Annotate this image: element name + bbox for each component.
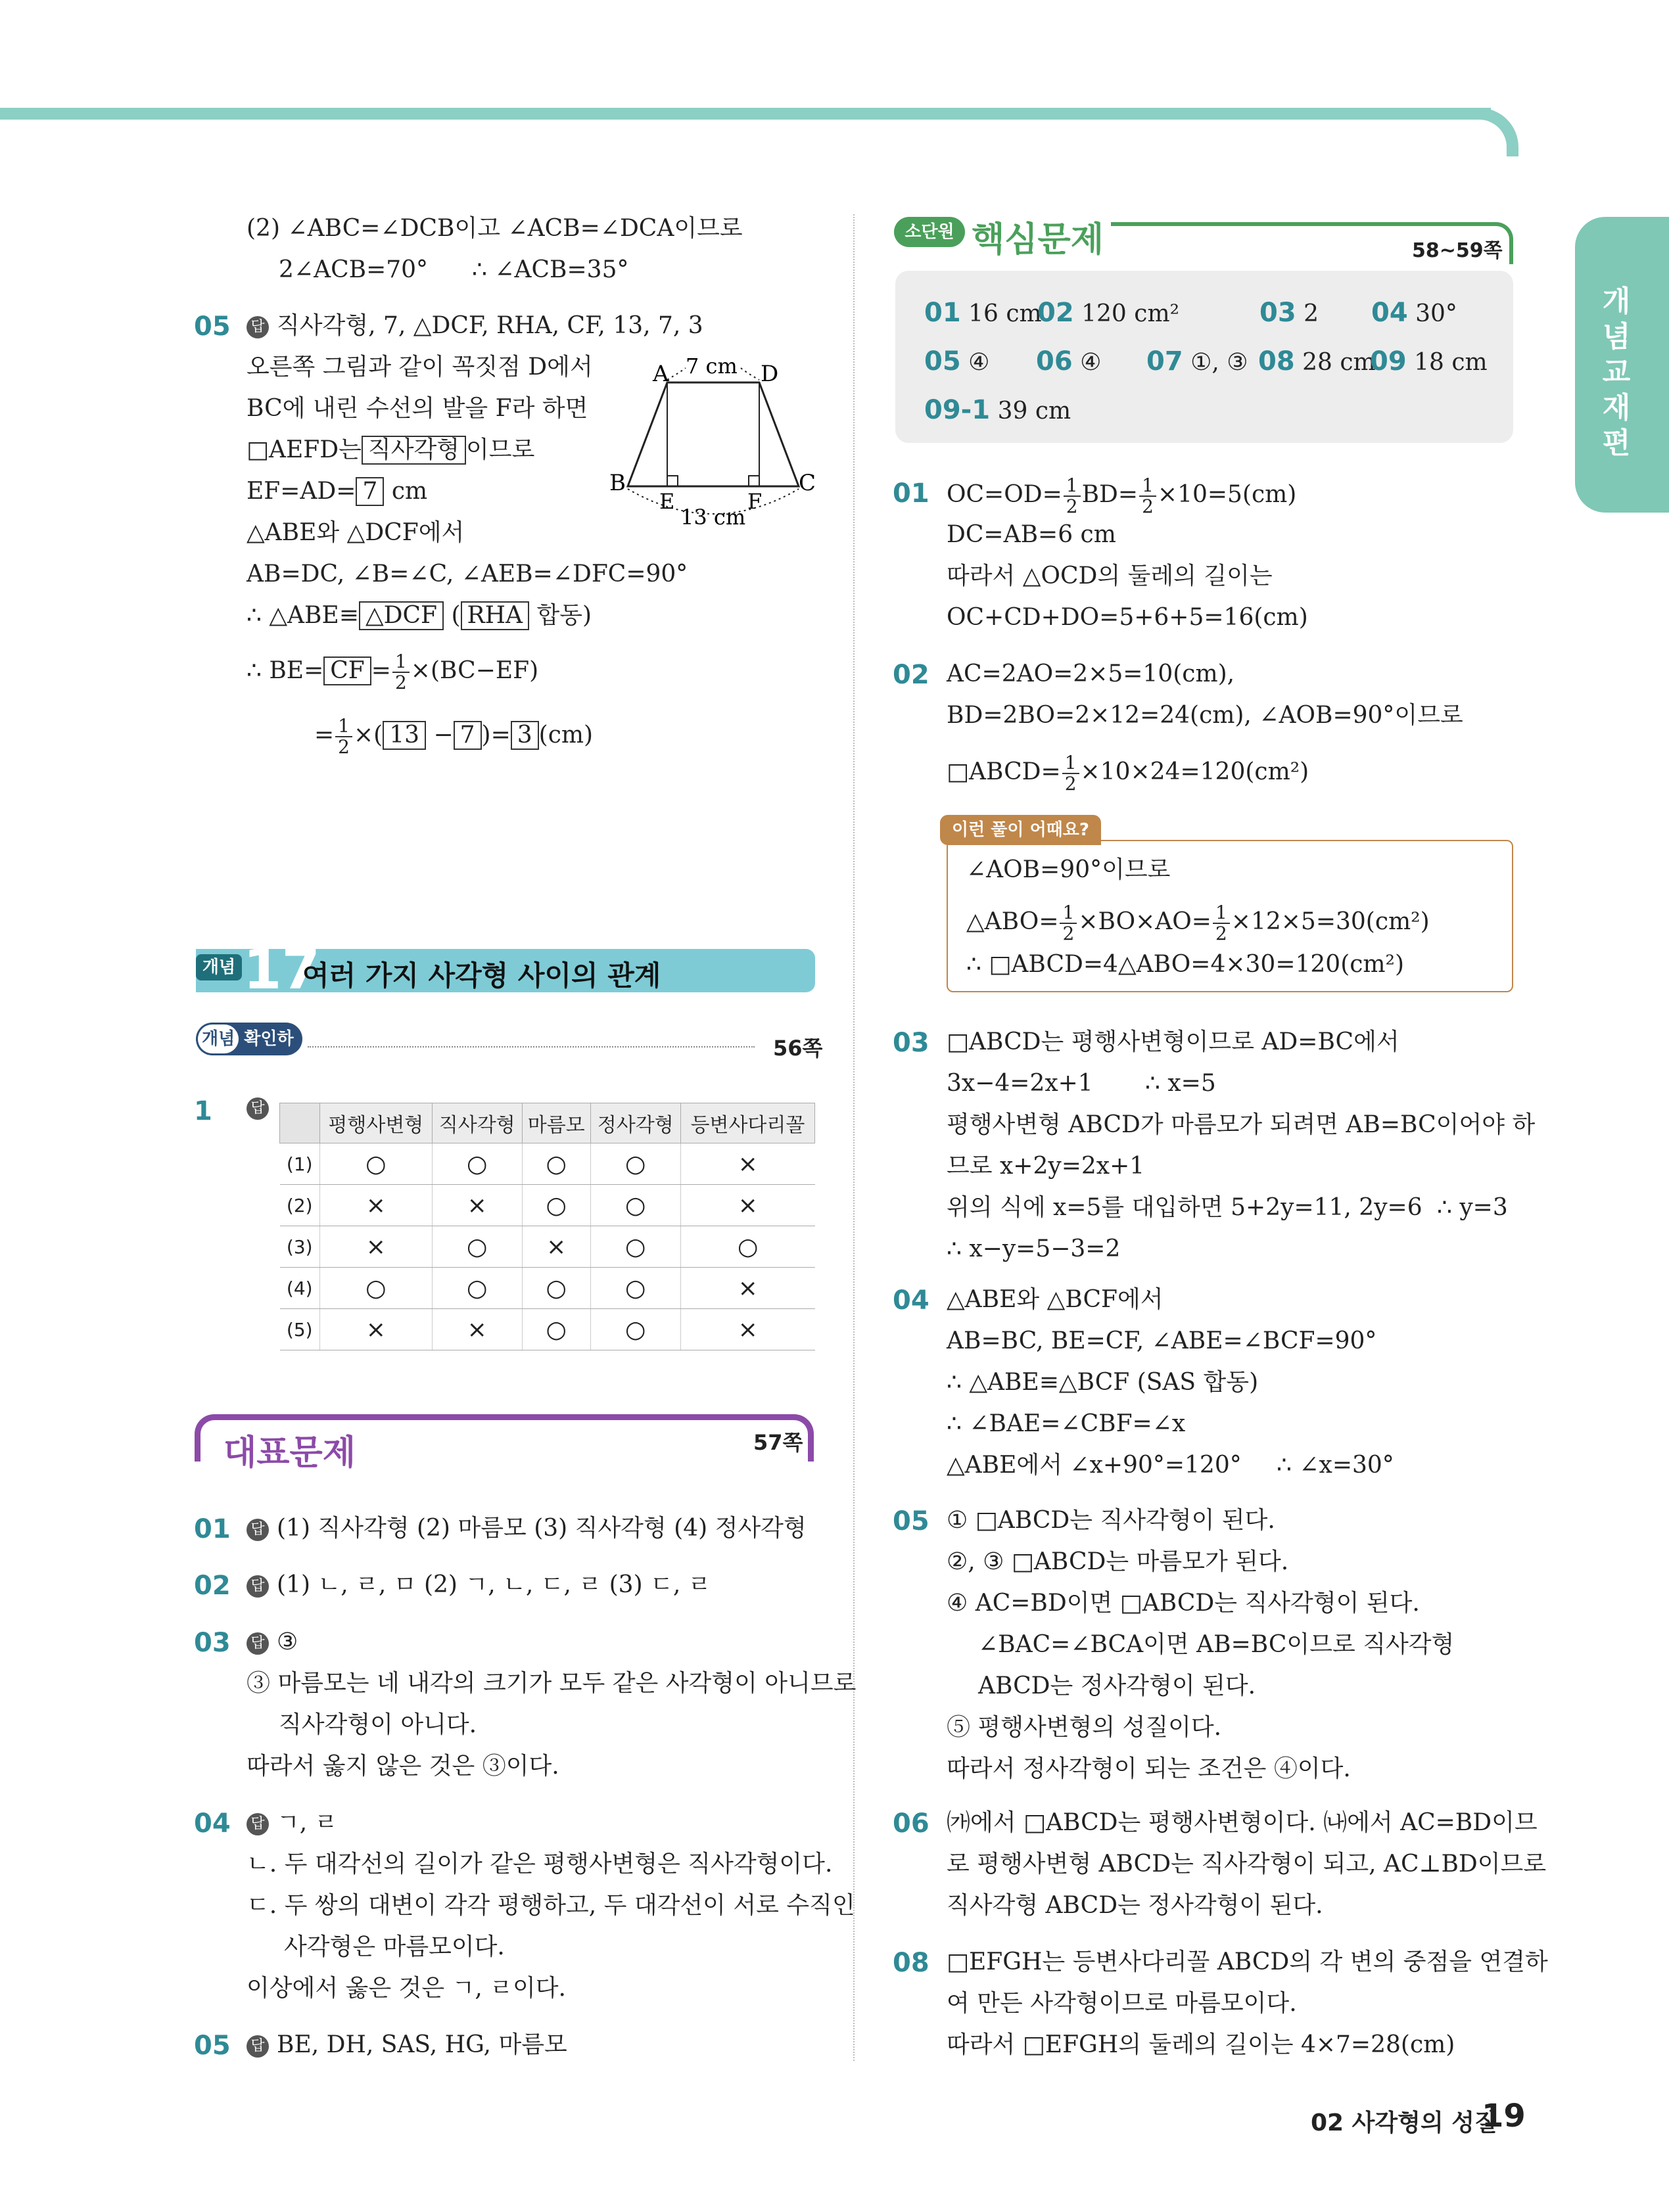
q05a-answer: 직사각형, 7, △DCF, RHA, CF, 13, 7, 3 (277, 312, 703, 339)
answer-mark: 답 (247, 1097, 269, 1120)
r03-number: 03 (194, 1628, 231, 1658)
r04-line-1: ㄴ. 두 대각선의 길이가 같은 평행사변형은 직사각형이다. (247, 1851, 833, 1878)
row-label: (2) (280, 1185, 320, 1226)
table-cell: × (320, 1226, 433, 1268)
tip-text-abo: △ABO= (966, 908, 1059, 935)
r03-answer: ③ (277, 1628, 298, 1655)
equals: = (314, 722, 335, 749)
table-cell: ○ (590, 1185, 680, 1226)
answer-item (924, 396, 1071, 426)
label-13cm: 13 cm (680, 505, 746, 530)
answer-value: 18 cm (1414, 349, 1488, 376)
answer-value: 28 cm (1302, 349, 1376, 376)
answer-num: 01 (924, 298, 961, 328)
left-top-line-1: (2) ∠ABC=∠DCB이고 ∠ACB=∠DCA이므로 (247, 215, 743, 242)
table-cell: ○ (432, 1143, 522, 1185)
r03-line-1: ③ 마름모는 네 내각의 크기가 모두 같은 사각형이 아니므로 (247, 1670, 857, 1697)
q05a-box-7: 7 (356, 477, 384, 506)
q05a-box-rect: 직사각형 (362, 436, 466, 465)
column-divider (853, 214, 855, 2061)
s05-line-5: ABCD는 정사각형이 된다. (978, 1672, 1256, 1699)
r01-answer: (1) 직사각형 (2) 마름모 (3) 직사각형 (4) 정사각형 (277, 1515, 807, 1542)
label-7cm: 7 cm (686, 354, 738, 379)
check-pill (196, 1023, 302, 1082)
trapezoid-figure (601, 348, 825, 532)
answer-mark: 답 (247, 1575, 269, 1598)
answer-mark: 답 (247, 2035, 269, 2058)
s08-line-3: 따라서 □EFGH의 둘레의 길이는 4×7=28(cm) (947, 2031, 1455, 2058)
q05a-text-ef: EF=AD= (247, 478, 356, 505)
q05a-text-imeuro: 이므로 (466, 436, 535, 463)
answer-num: 09-1 (924, 395, 991, 425)
r04-line-3: 사각형은 마름모이다. (284, 1933, 505, 1960)
s06-line-2: 로 평행사변형 ABCD는 직사각형이 되고, AC⊥BD이므로 (947, 1851, 1547, 1878)
answer-value: ④ (1080, 349, 1102, 376)
answer-value: 120 cm² (1081, 300, 1180, 327)
answer-mark: 답 (247, 1632, 269, 1655)
label-b: B (609, 470, 626, 496)
q05a-box-3: 3 (511, 721, 539, 750)
answer-item (1037, 298, 1179, 329)
s04-line-5: △ABE에서 ∠x+90°=120° (947, 1452, 1242, 1479)
answer-mark: 답 (247, 1519, 269, 1541)
table-row (280, 1143, 815, 1185)
answer-item (1146, 347, 1248, 377)
table-cell: ○ (680, 1226, 814, 1268)
s04-line-3: ∴ △ABE≡△BCF (SAS 합동) (947, 1369, 1259, 1396)
table-cell: × (680, 1268, 814, 1309)
q05a-text-aefd: □AEFD는 (247, 436, 362, 463)
table-row (280, 1309, 815, 1350)
s05-line-2: ②, ③ □ABCD는 마름모가 된다. (947, 1548, 1289, 1575)
fraction-half: $\frac{1}{2}$ (1139, 476, 1156, 517)
s01-line-2: DC=AB=6 cm (947, 521, 1116, 548)
answer-num: 09 (1370, 346, 1407, 377)
q05a-text-bcef: ×(BC−EF) (410, 657, 539, 684)
s02-number: 02 (893, 660, 929, 690)
s01-text-bd: BD= (1081, 481, 1139, 508)
footer-page-number: 19 (1482, 2098, 1526, 2134)
table-header: 마름모 (522, 1103, 590, 1143)
s05-line-1: ① □ABCD는 직사각형이 된다. (947, 1507, 1275, 1534)
q1-number: 1 (194, 1096, 212, 1126)
answer-item (1371, 298, 1457, 329)
q05a-line-9: = $\frac{1}{2}$ ×( 13 − 7 )= 3 (cm) (314, 715, 594, 758)
table-header-row (280, 1103, 815, 1143)
table-cell: ○ (320, 1143, 433, 1185)
answer-num: 04 (1371, 298, 1408, 328)
r05-answer-line (247, 2031, 567, 2060)
fraction-half: $\frac{1}{2}$ (1060, 903, 1077, 944)
answer-item (924, 298, 1042, 329)
tip-label: 이런 풀이 어때요? (940, 815, 1101, 845)
table-cell: ○ (590, 1226, 680, 1268)
label-d: D (761, 361, 779, 387)
s04-line-1: △ABE와 △BCF에서 (947, 1286, 1164, 1313)
r04-answer: ㄱ, ㄹ (277, 1809, 338, 1836)
left-top-line-3: ∴ ∠ACB=35° (472, 256, 629, 283)
q05a-box-7b: 7 (454, 721, 482, 750)
r04-number: 04 (194, 1809, 231, 1839)
answer-num: 07 (1146, 346, 1183, 377)
s04-number: 04 (893, 1285, 929, 1316)
q05a-line-5: △ABE와 △DCF에서 (247, 519, 465, 546)
top-bar-curve (1459, 108, 1518, 156)
answer-value: 2 (1304, 300, 1319, 327)
answer-num: 03 (1259, 298, 1296, 328)
q05a-text-be: ∴ BE= (247, 657, 324, 684)
table-row (280, 1185, 815, 1226)
fraction-half: $\frac{1}{2}$ (1213, 903, 1230, 944)
answer-value: ①, ③ (1190, 349, 1248, 376)
check-badge: 개념 (198, 1025, 239, 1053)
r03-answer-line (247, 1628, 298, 1657)
r03-line-2: 직사각형이 아니다. (279, 1711, 477, 1738)
table-header: 등변사다리꼴 (680, 1103, 814, 1143)
s02-text-abcd: □ABCD= (947, 758, 1061, 785)
s02-line-2: BD=2BO=2×12=24(cm), ∠AOB=90°이므로 (947, 702, 1463, 729)
table-cell: × (680, 1309, 814, 1350)
core-badge: 소단원 (894, 217, 965, 247)
row-label: (4) (280, 1268, 320, 1309)
s01-number: 01 (893, 478, 929, 509)
q05a-line-1: 오른쪽 그림과 같이 꼭짓점 D에서 (247, 354, 593, 380)
r03-line-3: 따라서 옳지 않은 것은 ③이다. (247, 1753, 559, 1780)
s01-line-4: OC+CD+DO=5+6+5=16(cm) (947, 604, 1308, 631)
q05a-box-dcf: △DCF (359, 601, 444, 630)
table-cell: ○ (432, 1226, 522, 1268)
r04-line-2: ㄷ. 두 쌍의 대변이 각각 평행하고, 두 대각선이 서로 수직인 (247, 1892, 855, 1919)
r04-line-4: 이상에서 옳은 것은 ㄱ, ㄹ이다. (247, 1975, 566, 2002)
s03-line-7: ∴ y=3 (1437, 1194, 1508, 1221)
table-header: 평행사변형 (320, 1103, 433, 1143)
answer-item (924, 347, 989, 377)
answer-value: ④ (968, 349, 990, 376)
s03-number: 03 (893, 1028, 929, 1058)
s03-line-2: 3x−4=2x+1 (947, 1070, 1093, 1097)
answer-value: 30° (1415, 300, 1457, 327)
side-tab (1575, 217, 1669, 513)
table-cell: × (320, 1185, 433, 1226)
s02-line-1: AC=2AO=2×5=10(cm), (947, 660, 1235, 687)
s08-line-1: □EFGH는 등변사다리꼴 ABCD의 각 변의 중점을 연결하 (947, 1948, 1548, 1975)
row-label: (5) (280, 1309, 320, 1350)
answer-mark: 답 (247, 316, 269, 338)
r01-answer-line (247, 1514, 807, 1543)
table-cell: ○ (522, 1143, 590, 1185)
r05-number: 05 (194, 2031, 231, 2061)
s02-text-result: ×10×24=120(cm²) (1080, 758, 1309, 785)
section17-number: 17 (243, 937, 320, 1002)
s05-line-6: ⑤ 평행사변형의 성질이다. (947, 1714, 1222, 1741)
table-cell: ○ (522, 1309, 590, 1350)
r04-answer-line (247, 1809, 337, 1837)
table-cell: ○ (590, 1268, 680, 1309)
fraction-half: $\frac{1}{2}$ (335, 716, 352, 757)
answer-value: 39 cm (997, 398, 1071, 425)
table-row (280, 1226, 815, 1268)
r02-answer: (1) ㄴ, ㄹ, ㅁ (2) ㄱ, ㄴ, ㄷ, ㄹ (3) ㄷ, ㄹ (277, 1571, 711, 1598)
row-label: (1) (280, 1143, 320, 1185)
q05a-number: 05 (194, 311, 231, 342)
check-page: 56쪽 (773, 1036, 823, 1061)
s03-line-4: 평행사변형 ABCD가 마름모가 되려면 AB=BC이어야 하 (947, 1111, 1536, 1138)
left-top-line-2: 2∠ACB=70° (279, 256, 429, 283)
rep-page: 57쪽 (753, 1430, 803, 1455)
r01-number: 01 (194, 1514, 231, 1544)
table-cell: × (680, 1143, 814, 1185)
q05a-text-cmb: (cm) (538, 722, 594, 749)
r02-answer-line (247, 1571, 711, 1600)
r05-answer: BE, DH, SAS, HG, 마름모 (277, 2031, 567, 2058)
q1-answer-mark (247, 1097, 277, 1120)
q05a-line-2: BC에 내린 수선의 발을 F라 하면 (247, 395, 588, 422)
q05a-answer-line (247, 311, 703, 340)
answer-num: 05 (924, 346, 961, 377)
fraction-half: $\frac{1}{2}$ (1064, 476, 1081, 517)
rep-title: 대표문제 (217, 1425, 362, 1474)
answer-num: 06 (1036, 346, 1073, 377)
s05-number: 05 (893, 1506, 929, 1536)
q05a-text-cm: cm (391, 478, 428, 505)
label-e: E (659, 489, 675, 514)
core-page: 58~59쪽 (1412, 239, 1503, 262)
table-row (280, 1268, 815, 1309)
s06-number: 06 (893, 1809, 929, 1839)
footer-chapter: 02 사각형의 성질 (1311, 2109, 1497, 2136)
tip-text-result: ×12×5=30(cm²) (1231, 908, 1430, 935)
q05a-line-7: ∴ △ABE≡ △DCF ( RHA 합동) (247, 602, 592, 629)
row-label: (3) (280, 1226, 320, 1268)
table-cell: × (320, 1309, 433, 1350)
s05-line-3: ④ AC=BD이면 □ABCD는 직사각형이 된다. (947, 1590, 1420, 1617)
check-dots (308, 1046, 755, 1048)
answer-value: 16 cm (968, 300, 1042, 327)
core-title: 핵심문제 (972, 220, 1104, 260)
r02-number: 02 (194, 1571, 231, 1601)
s04-line-4: ∴ ∠BAE=∠CBF=∠x (947, 1410, 1186, 1437)
s03-line-1: □ABCD는 평행사변형이므로 AD=BC에서 (947, 1028, 1399, 1055)
tip-line-3: ∴ □ABCD=4△ABO=4×30=120(cm²) (966, 951, 1405, 978)
q05a-line-6: AB=DC, ∠B=∠C, ∠AEB=∠DFC=90° (247, 561, 688, 588)
table-header: 정사각형 (590, 1103, 680, 1143)
section17-title: 여러 가지 사각형 사이의 관계 (302, 959, 661, 992)
s05-line-7: 따라서 정사각형이 되는 조건은 ④이다. (947, 1755, 1351, 1782)
label-f: F (747, 489, 763, 514)
q05a-box-13: 13 (383, 721, 426, 750)
section17-badge: 개념 (196, 954, 242, 980)
s08-line-2: 여 만든 사각형이므로 마름모이다. (947, 1990, 1297, 2017)
side-tab-label: 개념교재편 (1602, 285, 1631, 460)
s03-line-5: 므로 x+2y=2x+1 (947, 1153, 1145, 1180)
answer-item (1370, 347, 1488, 377)
table-cell: × (432, 1185, 522, 1226)
s04-line-2: AB=BC, BE=CF, ∠ABE=∠BCF=90° (947, 1327, 1377, 1354)
s01-line-3: 따라서 △OCD의 둘레의 길이는 (947, 563, 1273, 589)
top-bar (0, 108, 1491, 120)
table-header: 직사각형 (432, 1103, 522, 1143)
label-a: A (653, 361, 669, 387)
table-cell: ○ (522, 1268, 590, 1309)
s03-line-3: ∴ x=5 (1145, 1070, 1216, 1097)
table-cell: ○ (432, 1268, 522, 1309)
s04-line-6: ∴ ∠x=30° (1277, 1452, 1394, 1479)
s08-number: 08 (893, 1948, 929, 1978)
fraction-half: $\frac{1}{2}$ (1062, 753, 1079, 794)
answer-num: 08 (1258, 346, 1295, 377)
fraction-half: $\frac{1}{2}$ (392, 652, 410, 693)
check-label: 확인하기 (196, 1029, 294, 1082)
table-cell: ○ (590, 1309, 680, 1350)
q05a-line-4 (247, 477, 427, 506)
s03-line-8: ∴ x−y=5−3=2 (947, 1235, 1121, 1262)
label-c: C (799, 470, 816, 496)
tip-line-1: ∠AOB=90°이므로 (966, 856, 1171, 883)
table-cell: ○ (522, 1185, 590, 1226)
answer-item (1259, 298, 1319, 329)
s06-line-3: 직사각형 ABCD는 정사각형이 된다. (947, 1892, 1323, 1919)
q05a-box-cf: CF (323, 657, 371, 685)
s05-line-4: ∠BAC=∠BCA이면 AB=BC이므로 직사각형 (978, 1631, 1455, 1658)
answer-item (1036, 347, 1101, 377)
q05a-box-rha: RHA (461, 601, 530, 630)
table-cell: ○ (320, 1268, 433, 1309)
tip-text-boao: ×BO×AO= (1078, 908, 1211, 935)
table-cell: ○ (590, 1143, 680, 1185)
table-cell: × (522, 1226, 590, 1268)
q05a-text-cong: ∴ △ABE≡ (247, 602, 359, 629)
q05a-text-hapdong: 합동) (536, 602, 592, 629)
s01-text-oc: OC=OD= (947, 481, 1062, 508)
tip-line-2 (966, 903, 1430, 944)
s06-line-1: ㈎에서 □ABCD는 평행사변형이다. ㈏에서 AC=BD이므 (947, 1809, 1538, 1836)
q05a-line-8: ∴ BE= CF = $\frac{1}{2}$ ×(BC−EF) (247, 651, 539, 693)
s01-text-result: ×10=5(cm) (1157, 481, 1297, 508)
relation-table (279, 1103, 815, 1350)
answer-num: 02 (1037, 298, 1074, 328)
s02-line-3 (947, 753, 1309, 794)
answer-item (1258, 347, 1376, 377)
q05a-line-3 (247, 436, 534, 465)
table-corner (280, 1103, 320, 1143)
s03-line-6: 위의 식에 x=5를 대입하면 5+2y=11, 2y=6 (947, 1194, 1422, 1221)
s01-line-1 (947, 476, 1296, 517)
answer-mark: 답 (247, 1813, 269, 1835)
table-cell: × (432, 1309, 522, 1350)
table-cell: × (680, 1185, 814, 1226)
